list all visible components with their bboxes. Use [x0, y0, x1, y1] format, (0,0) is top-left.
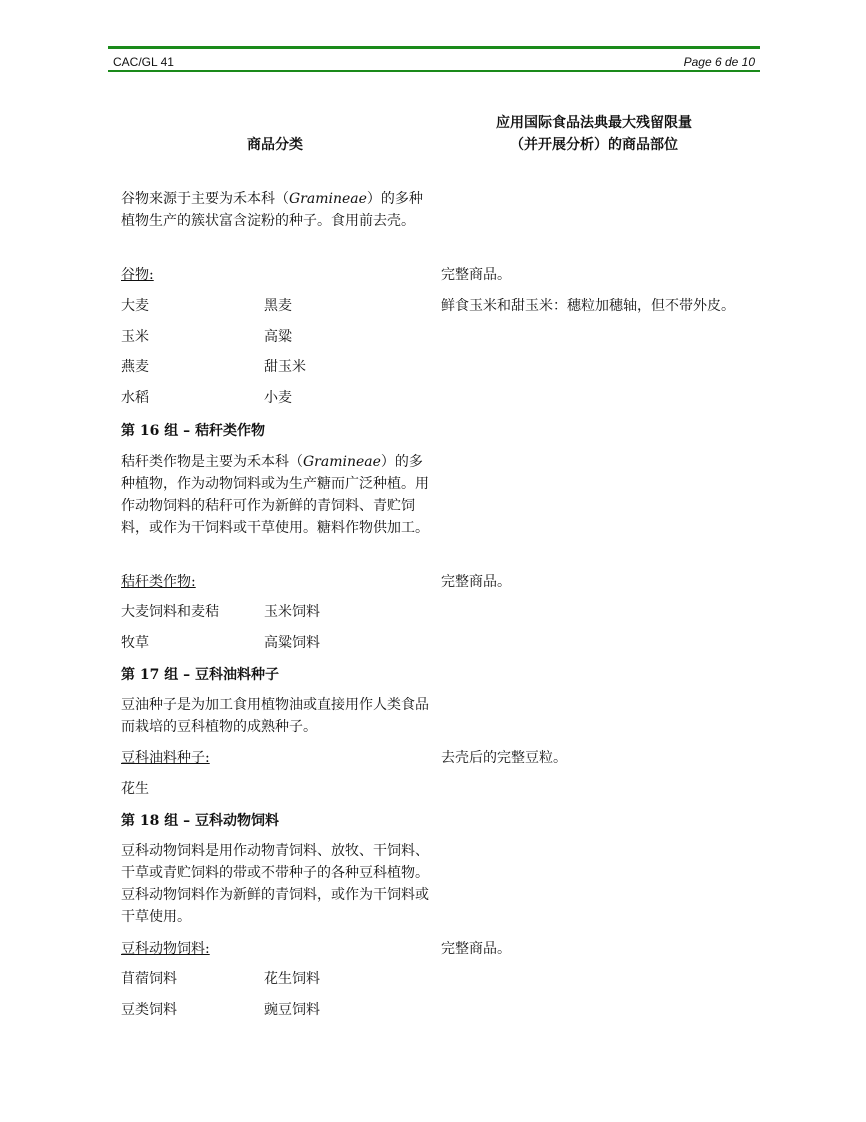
group-18-title: 第 18 组 – 豆科动物饲料	[121, 813, 279, 829]
column-heading-portion	[441, 112, 747, 156]
column-heading-portion-line2: （并开展分析）的商品部位	[510, 137, 678, 153]
cereals-portion: 完整商品。	[441, 267, 511, 283]
page-header	[108, 46, 760, 72]
list-item: 黑麦	[264, 298, 292, 314]
list-item: 牧草	[121, 635, 149, 651]
cereals-corn-note: 鲜食玉米和甜玉米：穗粒加穗轴，但不带外皮。	[441, 298, 735, 314]
group-18-intro: 豆科动物饲料是用作动物青饲料、放牧、干饲料、干草或青贮饲料的带或不带种子的各种豆科植物。豆科动物饲料作为新鲜的青饲料，或作为干饲料或干草使用。	[121, 843, 429, 925]
list-item: 高粱饲料	[264, 635, 320, 651]
list-item: 玉米	[121, 329, 149, 345]
list-item: 大麦饲料和麦秸	[121, 604, 219, 620]
group-17-label: 豆科油料种子:	[121, 750, 210, 766]
group-18-label: 豆科动物饲料:	[121, 941, 210, 957]
list-item: 玉米饲料	[264, 604, 320, 620]
group-16-title: 第 16 组 – 秸秆类作物	[121, 423, 265, 439]
group-17-intro: 豆油种子是为加工食用植物油或直接用作人类食品而栽培的豆科植物的成熟种子。	[121, 697, 429, 735]
group-17-title: 第 17 组 – 豆科油料种子	[121, 667, 279, 683]
list-item: 甜玉米	[264, 359, 306, 375]
list-item: 燕麦	[121, 359, 149, 375]
group-16-intro: 秸秆类作物是主要为禾本科（Gramineae）的多种植物，作为动物饲料或为生产糖而广泛种植。用作动物饲料的秸秆可作为新鲜的青饲料、青贮饲料，或作为干饲料或干草使用。糖料作物供加工。	[121, 454, 429, 536]
group-16-label: 秸秆类作物:	[121, 574, 196, 590]
list-item: 豆类饲料	[121, 1002, 177, 1018]
group-16-portion: 完整商品。	[441, 574, 511, 590]
list-item: 花生饲料	[264, 971, 320, 987]
cereals-intro: 谷物来源于主要为禾本科（Gramineae）的多种植物生产的簇状富含淀粉的种子。食用前去壳。	[121, 191, 423, 229]
column-heading-portion-line1: 应用国际食品法典最大残留限量	[496, 115, 692, 131]
list-item: 高粱	[264, 329, 292, 345]
list-item: 小麦	[264, 390, 292, 406]
list-item: 花生	[121, 781, 149, 797]
list-item: 豌豆饲料	[264, 1002, 320, 1018]
page-number: Page 6 de 10	[683, 55, 755, 69]
column-heading-classification: 商品分类	[247, 137, 303, 153]
group-17-portion: 去壳后的完整豆粒。	[441, 750, 567, 766]
cereals-label: 谷物:	[121, 267, 154, 283]
group-18-portion: 完整商品。	[441, 941, 511, 957]
list-item: 水稻	[121, 390, 149, 406]
list-item: 大麦	[121, 298, 149, 314]
document-code: CAC/GL 41	[113, 55, 174, 69]
list-item: 苜蓿饲料	[121, 971, 177, 987]
